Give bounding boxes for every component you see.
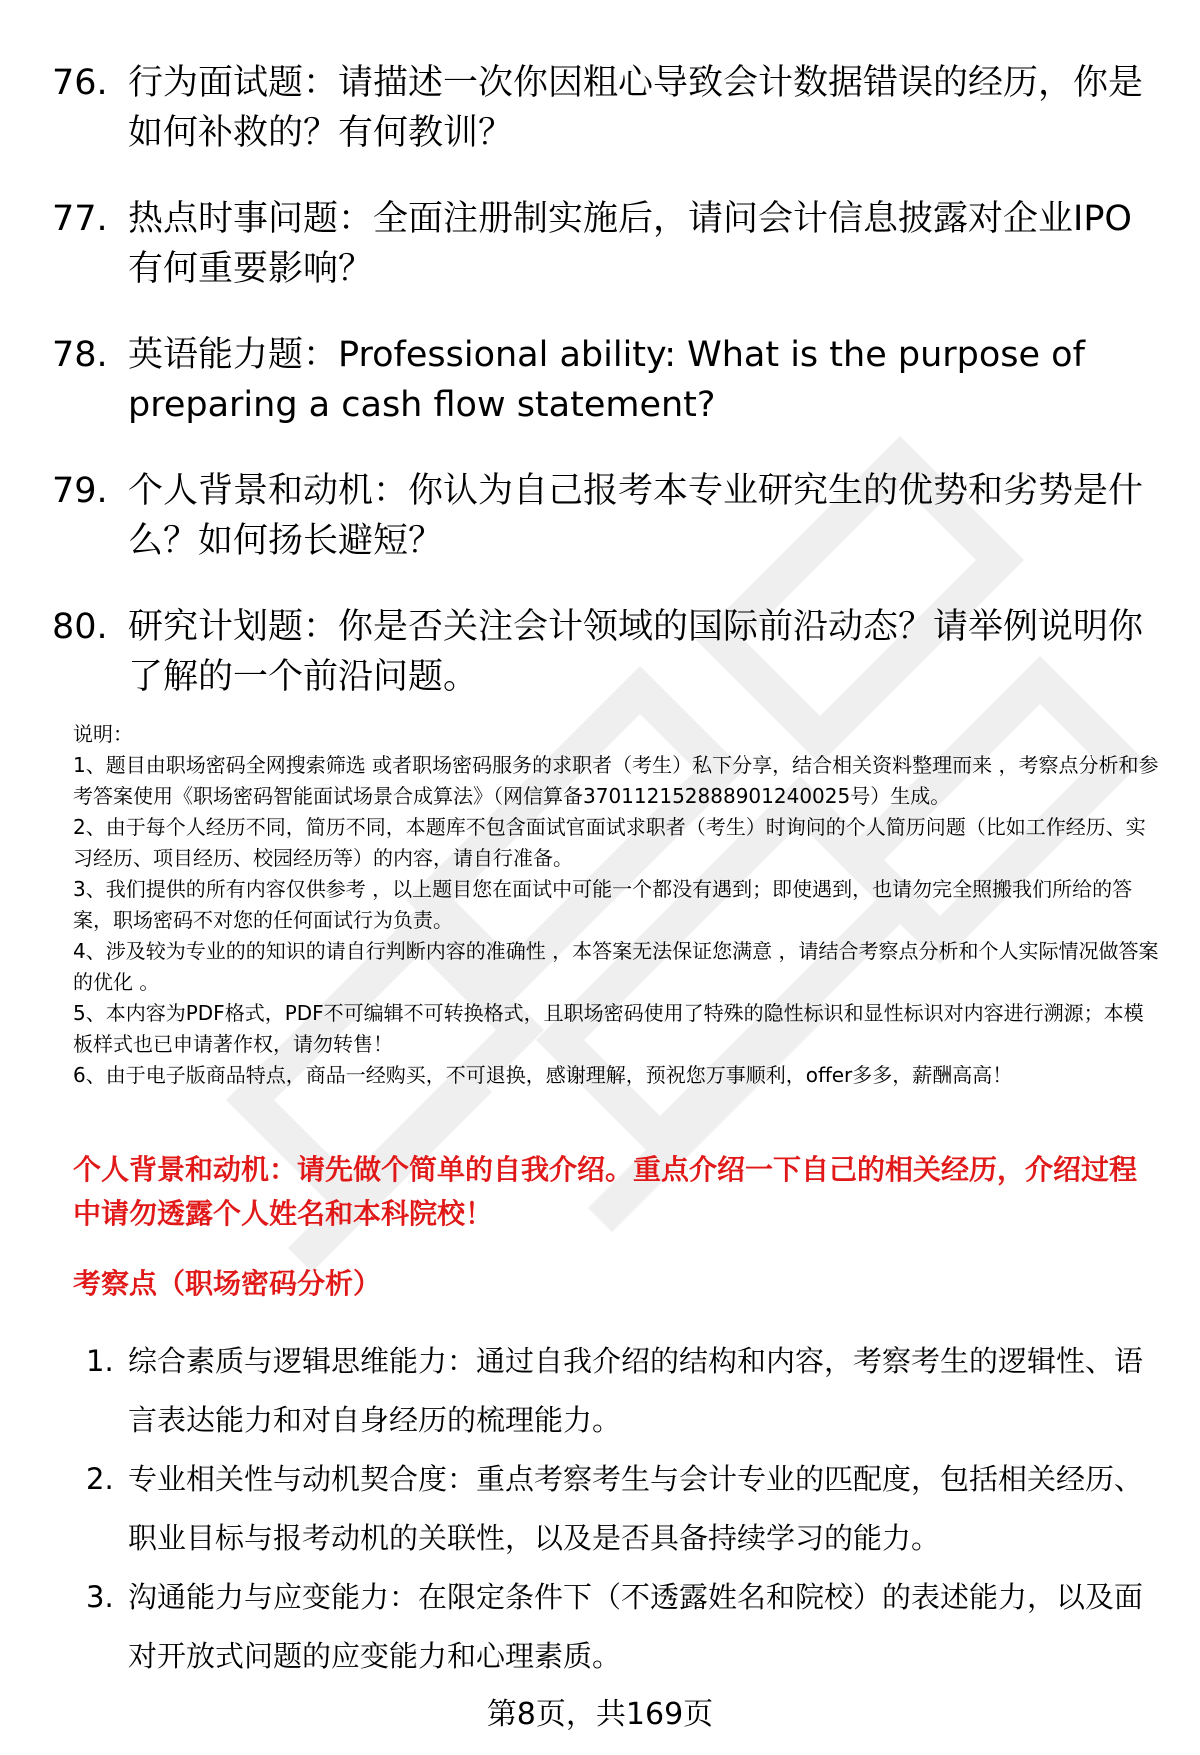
point-text: 综合素质与逻辑思维能力：通过自我介绍的结构和内容，考察考生的逻辑性、语言表达能力和对自身经历的梳理能力。: [128, 1344, 1144, 1437]
analysis-point: [86, 1450, 1146, 1568]
analysis-point: [86, 1332, 1146, 1450]
point-text: 专业相关性与动机契合度：重点考察考生与会计专业的匹配度，包括相关经历、职业目标与报考动机的关联性，以及是否具备持续学习的能力。: [128, 1462, 1144, 1555]
note-item: 6、由于电子版商品特点，商品一经购买，不可退换，感谢理解，预祝您万事顺利，offer多多，薪酬高高！: [73, 1063, 1013, 1087]
question-text: 热点时事问题：全面注册制实施后，请问会计信息披露对企业IPO有何重要影响？: [128, 199, 1132, 289]
question-item: [52, 330, 1152, 430]
notes-heading: 说明：: [73, 722, 133, 746]
note-item: 2、由于每个人经历不同，简历不同，本题库不包含面试官面试求职者（考生）时询问的个人简历问题（比如工作经历、实习经历、项目经历、校园经历等）的内容，请自行准备。: [73, 815, 1146, 870]
question-number: 80.: [52, 607, 108, 647]
question-item: [52, 602, 1152, 702]
question-item: [52, 194, 1152, 294]
question-number: 79.: [52, 471, 108, 511]
analysis-section-title: 考察点（职场密码分析）: [73, 1267, 382, 1300]
notes-section: [73, 719, 1163, 1091]
question-number: 76.: [52, 63, 108, 103]
question-item: [52, 466, 1152, 566]
question-item: [52, 58, 1152, 158]
question-number: 77.: [52, 199, 108, 239]
question-text: 个人背景和动机：你认为自己报考本专业研究生的优势和劣势是什么？如何扬长避短？: [128, 471, 1144, 561]
point-number: 3.: [86, 1580, 114, 1614]
question-text: 研究计划题：你是否关注会计领域的国际前沿动态？请举例说明你了解的一个前沿问题。: [128, 607, 1144, 697]
note-item: 4、涉及较为专业的的知识的请自行判断内容的准确性 ，本答案无法保证您满意 ，请结合考察点分析和个人实际情况做答案的优化 。: [73, 939, 1159, 994]
point-number: 1.: [86, 1344, 114, 1378]
question-list: [52, 58, 1152, 738]
question-number: 78.: [52, 335, 108, 375]
point-text: 沟通能力与应变能力：在限定条件下（不透露姓名和院校）的表述能力，以及面对开放式问题的应变能力和心理素质。: [128, 1580, 1144, 1673]
analysis-point: [86, 1568, 1146, 1686]
question-text: 英语能力题：Professional ability: What is the purpose of preparing a cash flow statement?: [128, 335, 1085, 425]
question-text: 行为面试题：请描述一次你因粗心导致会计数据错误的经历，你是如何补救的？有何教训？: [128, 63, 1144, 153]
note-item: 1、题目由职场密码全网搜索筛选 或者职场密码服务的求职者（考生）私下分享，结合相关资料整理而来 ，考察点分析和参考答案使用《职场密码智能面试场景合成算法》（网信算备370112152888901240025号）生成。: [73, 753, 1159, 808]
note-item: 3、我们提供的所有内容仅供参考 ，以上题目您在面试中可能一个都没有遇到；即使遇到，也请勿完全照搬我们所给的答案，职场密码不对您的任何面试行为负责。: [73, 877, 1133, 932]
analysis-point-list: [86, 1332, 1146, 1686]
point-number: 2.: [86, 1462, 114, 1496]
note-item: 5、本内容为PDF格式，PDF不可编辑不可转换格式，且职场密码使用了特殊的隐性标识和显性标识对内容进行溯源；本模板样式也已申请著作权，请勿转售！: [73, 1001, 1144, 1056]
page-footer: 第8页，共169页: [486, 1697, 714, 1732]
answer-question-title: 个人背景和动机：请先做个简单的自我介绍。重点介绍一下自己的相关经历，介绍过程中请勿透露个人姓名和本科院校！: [73, 1153, 1138, 1230]
